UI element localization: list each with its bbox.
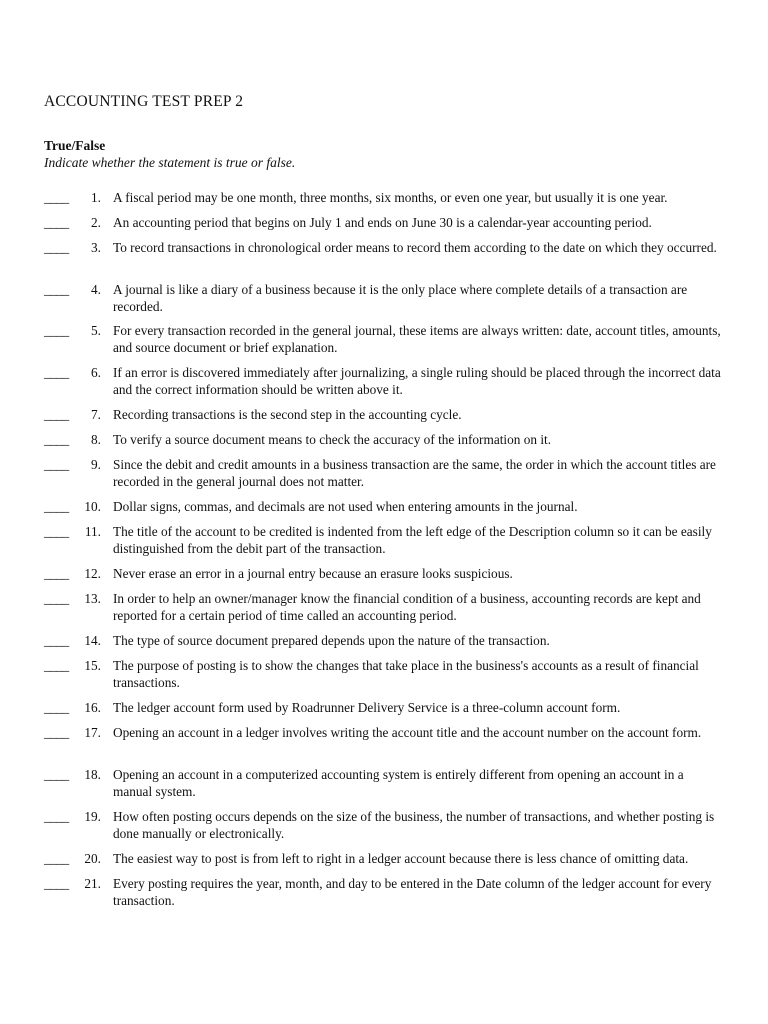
question-number: 21.: [84, 876, 101, 891]
answer-blank[interactable]: ____: [44, 365, 69, 380]
answer-blank[interactable]: ____: [44, 432, 69, 447]
question-number: 16.: [84, 700, 101, 715]
question-text: In order to help an owner/manager know the financial condition of a business, accounting records are kept and reported for a certain period of time called an accounting period.: [113, 591, 701, 623]
answer-blank[interactable]: ____: [44, 240, 69, 255]
question-text: How often posting occurs depends on the size of the business, the number of transactions, and whether posting is done manually or electronically.: [113, 809, 715, 841]
question-text: The purpose of posting is to show the changes that take place in the business's accounts as a result of financial transactions.: [113, 658, 699, 690]
question-text: Since the debit and credit amounts in a business transaction are the same, the order in which the account titles are recorded in the general journal does not matter.: [113, 457, 716, 489]
question-number: 18.: [84, 767, 101, 782]
answer-blank[interactable]: ____: [44, 700, 69, 715]
question-text: Opening an account in a computerized accounting system is entirely different from opening an account in a manual system.: [113, 767, 684, 799]
question-number: 11.: [84, 524, 101, 539]
answer-blank[interactable]: ____: [44, 809, 69, 824]
question-text: An accounting period that begins on July 1 and ends on June 30 is a calendar-year accounting period.: [113, 215, 652, 230]
question-number: 1.: [91, 190, 101, 205]
answer-blank[interactable]: ____: [44, 633, 69, 648]
question-text: Recording transactions is the second step in the accounting cycle.: [113, 407, 462, 422]
question-text: Every posting requires the year, month, and day to be entered in the Date column of the ledger account for every transaction.: [113, 876, 712, 908]
answer-blank[interactable]: ____: [44, 215, 69, 230]
question-number: 10.: [84, 499, 101, 514]
question-number: 19.: [84, 809, 101, 824]
section-heading: True/False: [44, 138, 106, 153]
question-number: 17.: [84, 725, 101, 740]
question-number: 9.: [91, 457, 101, 472]
page-title: ACCOUNTING TEST PREP 2: [44, 93, 244, 110]
question-text: To record transactions in chronological order means to record them according to the date on which they occurred.: [113, 240, 717, 255]
answer-blank[interactable]: ____: [44, 876, 69, 891]
question-number: 15.: [84, 658, 101, 673]
question-number: 20.: [84, 851, 101, 866]
question-number: 8.: [91, 432, 101, 447]
question-number: 14.: [84, 633, 101, 648]
question-number: 5.: [91, 323, 101, 338]
answer-blank[interactable]: ____: [44, 457, 69, 472]
question-text: The ledger account form used by Roadrunner Delivery Service is a three-column account form.: [113, 700, 621, 715]
answer-blank[interactable]: ____: [44, 407, 69, 422]
question-number: 7.: [91, 407, 101, 422]
question-text: To verify a source document means to check the accuracy of the information on it.: [113, 432, 552, 447]
answer-blank[interactable]: ____: [44, 767, 69, 782]
answer-blank[interactable]: ____: [44, 282, 69, 297]
answer-blank[interactable]: ____: [44, 591, 69, 606]
question-number: 3.: [91, 240, 101, 255]
question-text: The type of source document prepared depends upon the nature of the transaction.: [113, 633, 550, 648]
answer-blank[interactable]: ____: [44, 323, 69, 338]
question-text: A journal is like a diary of a business because it is the only place where complete details of a transaction are recorded.: [113, 282, 688, 314]
section-instructions: Indicate whether the statement is true or false.: [44, 155, 296, 170]
question-text: Opening an account in a ledger involves writing the account title and the account number on the account form.: [113, 725, 702, 740]
question-number: 13.: [84, 591, 101, 606]
answer-blank[interactable]: ____: [44, 524, 69, 539]
question-number: 2.: [91, 215, 101, 230]
question-number: 12.: [84, 566, 101, 581]
question-number: 4.: [91, 282, 101, 297]
question-text: The easiest way to post is from left to right in a ledger account because there is less chance of omitting data.: [113, 851, 689, 866]
answer-blank[interactable]: ____: [44, 725, 69, 740]
question-number: 6.: [91, 365, 101, 380]
answer-blank[interactable]: ____: [44, 658, 69, 673]
question-text: Dollar signs, commas, and decimals are not used when entering amounts in the journal.: [113, 499, 578, 514]
answer-blank[interactable]: ____: [44, 190, 69, 205]
question-text: The title of the account to be credited is indented from the left edge of the Description column so it can be easily distinguished from the debit part of the transaction.: [113, 524, 712, 556]
answer-blank[interactable]: ____: [44, 566, 69, 581]
answer-blank[interactable]: ____: [44, 499, 69, 514]
question-text: For every transaction recorded in the general journal, these items are always written: date, account titles, amounts, and source document or brief explanation.: [113, 323, 721, 355]
answer-blank[interactable]: ____: [44, 851, 69, 866]
question-text: A fiscal period may be one month, three months, six months, or even one year, but usually it is one year.: [113, 190, 668, 205]
question-text: Never erase an error in a journal entry because an erasure looks suspicious.: [113, 566, 513, 581]
question-text: If an error is discovered immediately after journalizing, a single ruling should be placed through the incorrect data and the correct information should be written above it.: [113, 365, 721, 397]
